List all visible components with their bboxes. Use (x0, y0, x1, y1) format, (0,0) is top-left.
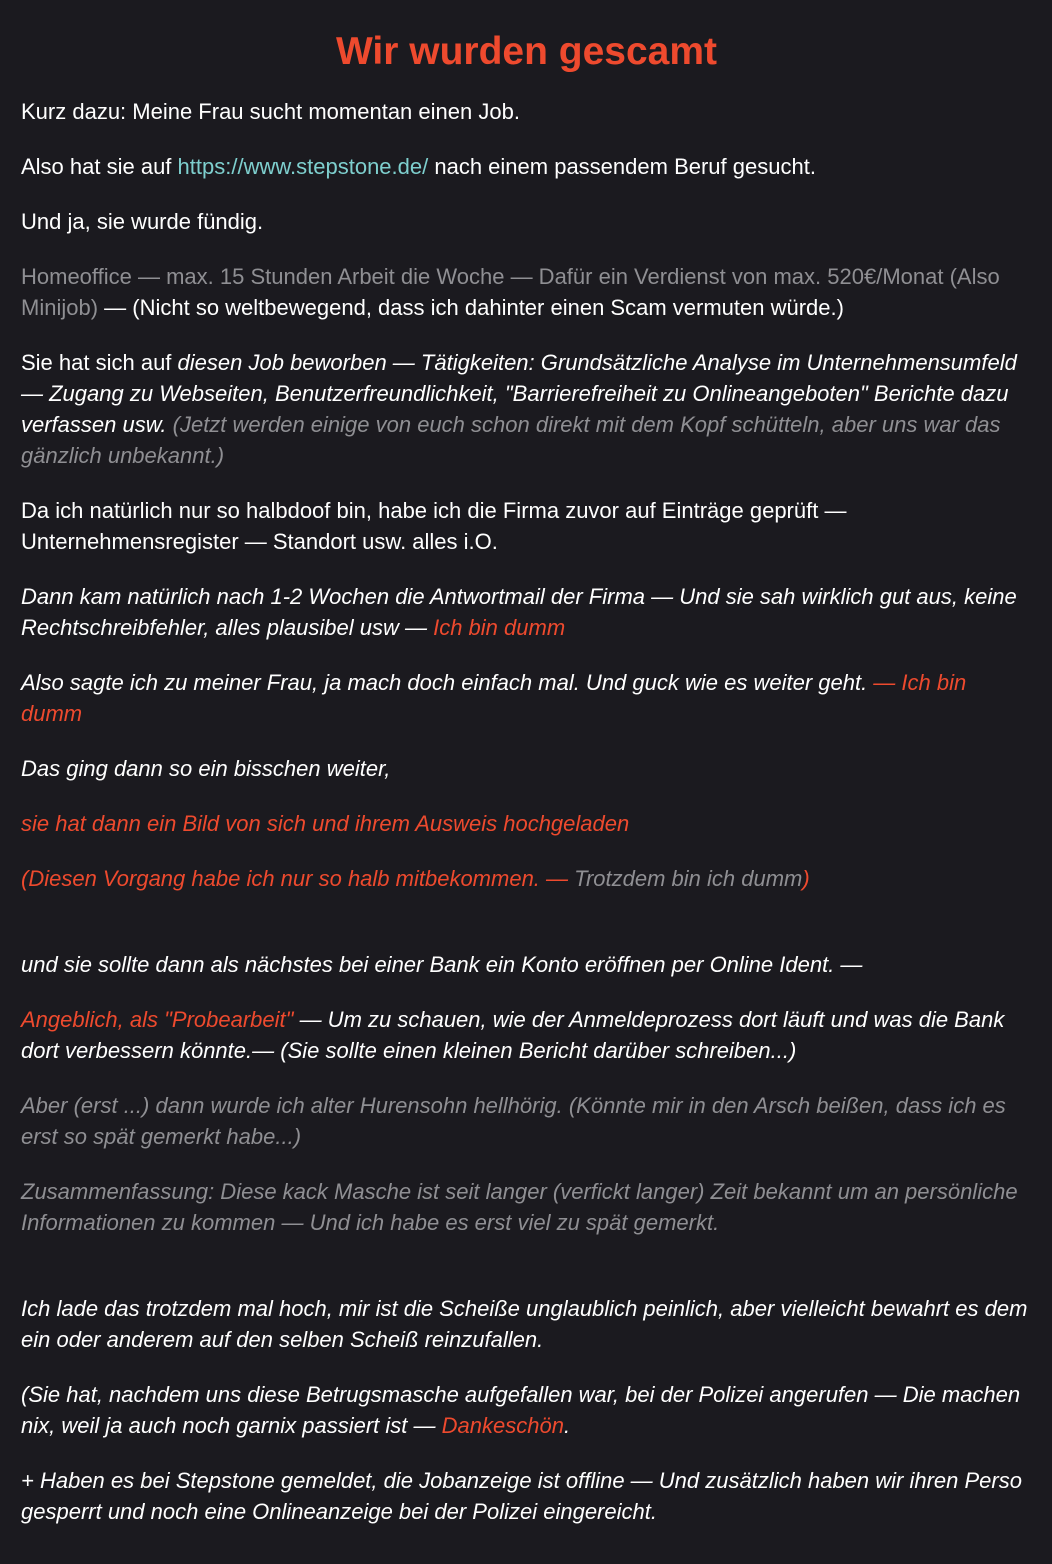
paragraph-stepstone-after: nach einem passendem Beruf gesucht. (428, 154, 816, 179)
paragraph-reported (21, 1465, 1032, 1527)
half-noticed-close: ) (802, 866, 810, 891)
paragraph-check (21, 495, 1032, 557)
spacer (21, 1262, 1032, 1293)
trial-work-highlight: Angeblich, als "Probearbeit" (21, 1007, 294, 1032)
paragraph-stepstone-before: Also hat sie auf (21, 154, 178, 179)
summary-text: Zusammenfassung: Diese kack Masche ist seit langer (verfickt langer) Zeit bekannt um an persönliche Informationen zu kommen — Und ich habe es erst viel zu spät gemerkt. (21, 1179, 1018, 1235)
police-end: . (563, 1413, 571, 1438)
trial-work-text: — Um zu schauen, wie der Anmeldeprozess dort läuft und was die Bank dort verbessern könnte.— (Sie sollte einen kleinen Bericht darüber schreiben...) (21, 1007, 1005, 1063)
paragraph-found-text: Und ja, sie wurde fündig. (21, 209, 264, 234)
paragraph-half-noticed (21, 863, 1032, 894)
paragraph-go-ahead (21, 667, 1032, 729)
paragraph-upload-reason (21, 1293, 1032, 1355)
reported-text: + Haben es bei Stepstone gemeldet, die Jobanzeige ist offline — Und zusätzlich haben wir ihren Perso gesperrt und noch eine Onlineanzeige bei der Polizei eingereicht. (21, 1468, 1022, 1524)
application-lead: Sie hat sich auf (21, 350, 178, 375)
application-tasks: diesen Job beworben — Tätigkeiten: Grundsätzliche Analyse im Unternehmensumfeld — Zugang zu Webseiten, Benutzerfreundlichkeit, "Barrierefreiheit zu Onlineangeboten" Berichte dazu verfassen usw. (21, 350, 1017, 437)
paragraph-job-details (21, 261, 1032, 323)
continued-text: Das ging dann so ein bisschen weiter, (21, 756, 391, 781)
paragraph-summary (21, 1176, 1032, 1238)
paragraph-police (21, 1379, 1032, 1441)
paragraph-intro-text: Kurz dazu: Meine Frau sucht momentan einen Job. (21, 99, 520, 124)
stepstone-link[interactable]: https://www.stepstone.de/ (177, 154, 429, 179)
police-highlight: Dankeschön (441, 1413, 564, 1438)
paragraph-intro (21, 96, 1032, 127)
go-ahead-text: Also sagte ich zu meiner Frau, ja mach doch einfach mal. Und guck wie es weiter geht. (21, 670, 868, 695)
paragraph-continued (21, 753, 1032, 784)
application-aside: (Jetzt werden einige von euch schon direkt mit dem Kopf schütteln, aber uns war das gänzlich unbekannt.) (21, 412, 1001, 468)
paragraph-trial-work (21, 1004, 1032, 1066)
half-noticed-grey: Trotzdem bin ich dumm (574, 866, 803, 891)
reply-text: Dann kam natürlich nach 1-2 Wochen die Antwortmail der Firma — Und sie sah wirklich gut aus, keine Rechtschreibfehler, alles plausibel usw — (21, 584, 1017, 640)
half-noticed-red: (Diesen Vorgang habe ich nur so halb mitbekommen. — (21, 866, 575, 891)
paragraph-suspicious (21, 1090, 1032, 1152)
paragraph-check-text: Da ich natürlich nur so halbdoof bin, habe ich die Firma zuvor auf Einträge geprüft — Unternehmensregister — Standort usw. alles i.O. (21, 498, 847, 554)
police-text: (Sie hat, nachdem uns diese Betrugsmasche aufgefallen war, bei der Polizei angerufen — Die machen nix, weil ja auch noch garnix passiert ist — (21, 1382, 1021, 1438)
upload-reason-text: Ich lade das trotzdem mal hoch, mir ist die Scheiße unglaublich peinlich, aber vielleicht bewahrt es dem ein oder anderem auf den selben Scheiß reinzufallen. (21, 1296, 1028, 1352)
paragraph-found (21, 206, 1032, 237)
paragraph-application (21, 347, 1032, 471)
go-ahead-highlight: — Ich bin dumm (21, 670, 967, 726)
paragraph-stepstone (21, 151, 1032, 182)
suspicious-text: Aber (erst ...) dann wurde ich alter Hurensohn hellhörig. (Könnte mir in den Arsch beißen, dass ich es erst so spät gemerkt habe...) (21, 1093, 1006, 1149)
paragraph-bank-account (21, 949, 1032, 980)
job-details-muted: Homeoffice — max. 15 Stunden Arbeit die Woche — Dafür ein Verdienst von max. 520€/Monat (Also Minijob) (21, 264, 1000, 320)
paragraph-id-upload (21, 808, 1032, 839)
paragraph-reply (21, 581, 1032, 643)
spacer (21, 918, 1032, 949)
page-title: Wir wurden gescamt (335, 30, 718, 73)
reply-highlight: Ich bin dumm (433, 615, 566, 640)
id-upload-text: sie hat dann ein Bild von sich und ihrem Ausweis hochgeladen (21, 811, 630, 836)
bank-account-text: und sie sollte dann als nächstes bei einer Bank ein Konto eröffnen per Online Ident. — (21, 952, 863, 977)
job-details-comment: — (Nicht so weltbewegend, dass ich dahinter einen Scam vermuten würde.) (98, 295, 844, 320)
